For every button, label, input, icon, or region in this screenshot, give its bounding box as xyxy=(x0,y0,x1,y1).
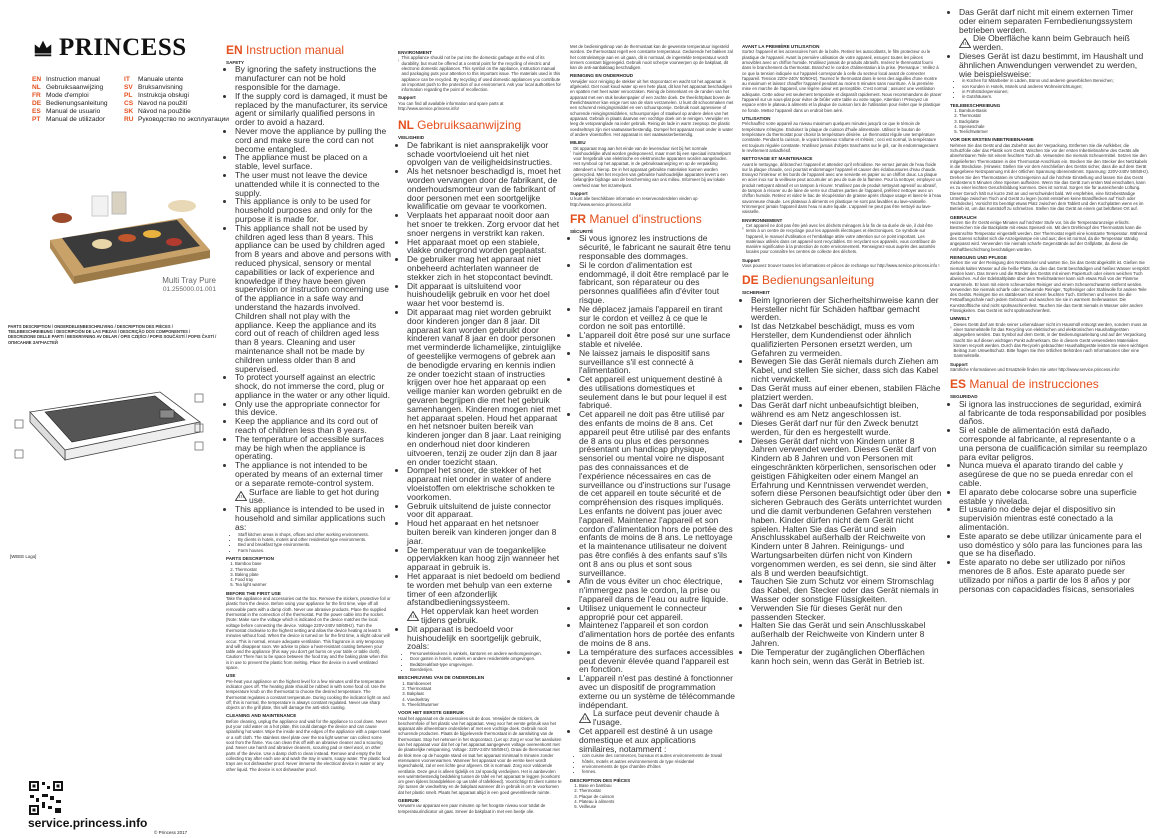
list-item: • environnements de type chambre d'hôtes xyxy=(582,764,735,769)
paragraph: Sämtliche Informationen und Ersatzteile finden Sie unter http://www.service.princess.info! xyxy=(950,367,1120,373)
product-code: 01.255000.01.001 xyxy=(162,286,216,293)
household-note: • Dit apparaat is bedoeld voor huishoudelijk en soortgelijk gebruik, zoals: xyxy=(398,625,563,651)
qr-code xyxy=(28,780,64,816)
column-nl xyxy=(398,44,563,834)
list-item: • Gebruik uitsluitend de juiste connector voor dit apparaat. xyxy=(407,502,563,520)
list-item: 2. Thermostat xyxy=(959,113,1150,118)
safety-list xyxy=(226,65,391,487)
paragraph: Before cleaning, unplug the appliance and wait for the appliance to cool down. Never put your cold water on a hot plate, this could damage the device and can cause splashing hot water. Wipe the inside and the edges of the appliance with a paper towel or a soft cloth. The stainless steel plate over the tea light warmer can collect some soot from the flame. You can clean this off with an abrasive cleaner and a scouring pad. Never use harsh and abrasive cleaners, scouring pad or steel wool, on other parts of the device. Use a damp cloth to clean instead. Remove and empty the fat collecting tray after each use and wash the tray in warm, soapy water. The plastic food trays are not dishwasher proof. Never immerse the electrical device in water or any other liquid. The device is not dishwasher proof. xyxy=(226,718,391,772)
list-item: • Das Gerät muss auf einer ebenen, stabilen Fläche platziert werden. xyxy=(751,384,942,402)
list-item: • Nunca mueva el aparato tirando del cable y asegúrese de que no se pueda enredar con el cable. xyxy=(959,461,1150,487)
heading: NETTOYAGE ET MAINTENANCE xyxy=(742,156,813,162)
copyright: © Princess 2017 xyxy=(154,830,188,835)
crossed-bin-icon xyxy=(950,322,952,333)
list-item: • El aparato debe colocarse sobre una superficie estable y nivelada. xyxy=(959,488,1150,506)
product-name: Multi Tray Pure xyxy=(162,276,216,285)
list-item: • If the supply cord is damaged, it must be replaced by the manufacturer, its service agent or similarly qualified persons in order to avoid a hazard. xyxy=(235,92,391,127)
environment-block xyxy=(398,55,563,92)
heading: SICHERHEIT xyxy=(742,290,770,296)
list-item: • The appliance must be placed on a stable, level surface. xyxy=(235,153,391,171)
list-item: • fermes. xyxy=(582,769,735,774)
list-item: • Keep the appliance and its cord out of reach of children less than 8 years. xyxy=(235,417,391,435)
list-item: • Het apparaat moet op een stabiele, vlakke ondergrond worden geplaatst. xyxy=(407,238,563,256)
list-item: • By ignoring the safety instructions the manufacturer can not be hold responsible for the damage. xyxy=(235,65,391,91)
language-item: CS Navod na použití xyxy=(124,100,188,107)
list-item: • von Kunden in Hotels, Motels und anderen Wohneinrichtungen; xyxy=(962,84,1150,89)
paragraph: Préchauffez votre appareil au niveau maximum quelques minutes jusqu'à ce que le témoin de température s'éteigne. Enduisez la plaque de cuisson d'huile alimentaire. Utilisez le bouton de température du thermostat pour choisir la température désirée. Le thermostat régule une température constante. Pendant la cuisson, le voyant lumineux s'allume et s'éteint ; ceci est normal, la température est toujours régulée constante. N'utilisez jamais d'objets tranchants sur le gril, car ils endommageraient le revêtement antiadhésif. xyxy=(742,121,938,153)
list-item: 3. Plaque de cuisson xyxy=(579,794,735,799)
paragraph: Vous pouvez trouver toutes les informations et pièces de rechange sur http://www.service.princess.info ! xyxy=(742,263,940,269)
list-item: • Ist das Netzkabel beschädigt, muss es vom Hersteller, dem Kundendienst oder ähnlich qualifizierten Personen ersetzt werden, um Gefahren zu vermeiden. xyxy=(751,322,942,357)
paragraph: Heizen Sie Ihr Gerät einige Minuten auf höchster Stufe vor, bis die Temperaturanzeige erlischt. Bestreichen Sie die Backplatte mit etwas Speiseöl ein. Mit dem Drehknopf des Thermostats kann die gewünschte Temperatur eingestellt werden. Der Thermostat regelt eine konstante Temperatur. Während des Garens schaltet sich die Anzeigelampe ein und aus; dies ist normal, da die Temperatur ständig angepasst wird. Verwenden Sie niemals scharfe Gegenstände auf der Grillplatte, da diese die Antihaftbeschichtung beschädigen würden. xyxy=(950,220,1148,252)
list-item: 2. Thermostaat xyxy=(407,686,563,691)
list-item: • Bewegen Sie das Gerät niemals durch Ziehen am Kabel, und stellen Sie sicher, dass sich das Kabel nicht verwickelt. xyxy=(751,357,942,383)
list-item: • Bed and breakfast type environments. xyxy=(238,542,391,547)
paragraph: Verwijder voor reiniging de stekker uit het stopcontact en wacht tot het apparaat is afgekoeld. Giet nooit koud water op een hete plaat, dit kan het apparaat beschadigen en spatten met heet water veroorzaken. Reinig de binnenkant en de randen van het apparaat met een stuk keukenpapier of een zachte doek. De theelichtplaat boven de theelichtwarmer kan enige roet van de vlam verzamelen. U kunt dit schoonmaken met een schurend reinigingsmiddel en een schuursponsje. Gebruik nooit agressieve of schurende reinigingsmiddelen, schuursponsjes of staalwol op andere delen van het apparaat. Gebruik in plaats daarvan een vochtige doek om te reinigen. Verwijder en leeg de vetopvanglade na ieder gebruik. Reinig de lade in warm zeepsop. De plastic voedseltrays zijn niet vaatwasserbestendig. Dompel het apparaat nooit onder in water of andere vloeistoffen. Het apparaat is niet vaatwasserbestendig. xyxy=(570,78,734,137)
heading: BESCHRIJVING VAN DE ONDERDELEN xyxy=(398,675,485,681)
paragraph: Dieses Gerät darf am Ende seiner Lebensdauer nicht im Hausmüll entsorgt werden, sondern muss an einer Sammelstelle für das Recycling von elektrischen und elektronischen Haushaltsgeräten abgegeben werden. Das Symbol auf dem Gerät, in der Bedienungsanleitung und auf der Verpackung macht Sie auf diesen wichtigen Punkt aufmerksam. Die in diesem Gerät verwendeten Materialien können recycelt werden. Durch das Recyceln gebrauchter Haushaltsgeräte leisten Sie einen wichtigen Beitrag zum Umweltschutz. Bitte fragen Sie Ihre örtlichen Behörden nach Informationen über eine Sammelstelle. xyxy=(953,321,1149,359)
parts-list xyxy=(407,681,563,707)
list-item: 4. Plateau à aliments xyxy=(579,799,735,804)
list-item: 5. Theelichtwarmer xyxy=(407,702,563,707)
paragraph: You can find all available information and spare parts at http://www.service.princess.info! xyxy=(398,100,504,112)
section-title-de: DE Bedienungsanleitung xyxy=(742,273,875,288)
list-item: • Si el cable de alimentación está dañado, corresponde al fabricante, al representante o a una persona de cualificación similar su reemplazo para evitar peligros. xyxy=(959,426,1150,461)
heading: Support xyxy=(742,257,760,263)
list-item: • Dompel het snoer, de stekker of het apparaat niet onder in water of andere vloeistoffen om elektrische schokken te voorkomen. xyxy=(407,466,563,501)
paragraph: Pre-heat your appliance on the highest level for a few minutes until the temperature indicator goes off. The heating plate should be rubbed in with some food oil. Use the temperature knob on the thermostat to choose the desired temperature. The thermostat regulates a constant temperature. During cooking the indicator light on and off; this is normal, the temperature is always constant regulated. Never use sharp objects on the grill plate, this will damage the anti-stick coating. xyxy=(226,678,390,711)
list-item: • Utilisez uniquement le connecteur approprié pour cet appareil. xyxy=(579,604,735,622)
list-item: 3. Bakplaat xyxy=(407,691,563,696)
list-item: • To protect yourself against an electric shock, do not immerse the cord, plug or appliance in the water or any other liquid. xyxy=(235,373,391,399)
list-item: 1. Bamboevoet xyxy=(407,681,563,686)
list-item: • Door gasten in hotels, motels en andere residentiële omgevingen. xyxy=(410,656,563,661)
heading: ENVIRONNEMENT xyxy=(742,217,783,223)
list-item: • hôtels, motels et autres environnements de type résidentiel xyxy=(582,759,735,764)
paragraph: Take the appliance and accessories out the box. Remove the stickers, protective foil or plastic from the device. Before using your appliance for the first time, wipe off all removable parts with a damp cloth. Never use abrasive products. Place the supplied thermostat in the connection of the thermostat. Put the power cable into the socket. (Note: Make sure the voltage which is indicated on the device matches the local voltage before connecting the device. Voltage 220V-240V 50/60Hz). Turn the thermostat clockwise to the highest setting and allow the device heating at least 5 minutes without food. When the device is turned on for the first time, a slight odour will occur. This is normal, ensure adequate ventilation. This fragrance is only temporary and will disappear soon. We advise to place a heat-resistant coating between your table and the appliance (this way you don't get burns on your table or table cloth). Caution! There has to be space between the food tray and the baking plate when this is in use to prevent the plastic from melting. Place the device in a well ventilated space. xyxy=(226,596,391,670)
section-title-nl: NL Gebruiksaanwijzing xyxy=(398,118,522,133)
hot-surface-warning: Het oppervlak kan heet worden tijdens gebruik. xyxy=(407,607,563,625)
list-item: • Ne laissez jamais le dispositif sans surveillance s'il est connecté à l'alimentation. xyxy=(579,349,735,375)
list-item: • The user must not leave the device unattended while it is connected to the supply. xyxy=(235,171,391,197)
list-item: 5. Tea light warmer xyxy=(235,582,391,587)
list-item: • Bed&breakfast-type omgevingen. xyxy=(410,662,563,667)
heading: REINIGUNG UND PFLEGE xyxy=(950,254,1007,260)
list-item: • Dit apparaat mag niet worden gebruikt door kinderen jonger dan 8 jaar. Dit apparaat kan worden gebruikt door kinderen vanaf 8 jaar en door personen met verminderde lichamelijke, zintuiglijke of geestelijke vermogens of gebrek aan de benodigde ervaring en kennis indien ze onder toezicht staan of instructies krijgen over hoe het apparaat op een veilige manier kan worden gebruikt en de gevaren begrijpen die met het gebruik samenhangen. Kinderen mogen niet met het apparaat spelen. Houd het apparaat en het netsnoer buiten bereik van kinderen jonger dan 8 jaar. Laat reiniging en onderhoud niet door kinderen uitvoeren, tenzij ze ouder zijn dan 8 jaar en onder toezicht staan. xyxy=(407,308,563,466)
safety-list xyxy=(570,234,735,709)
paragraph: Verwarm uw apparaat een paar minuten op het hoogste niveau voor totdat de temperatuurindicator uit gaat. Smeer de bakplaat in met een beetje olie. xyxy=(398,803,546,814)
language-item: PT Manual de utilizador xyxy=(32,116,106,123)
list-item: • Die Temperatur der zugänglichen Oberflächen kann hoch sein, wenn das Gerät in Betrieb ist. xyxy=(751,648,942,666)
language-item: EN Instruction manual xyxy=(32,76,100,83)
list-item: • Dit apparaat is uitsluitend voor huishoudelijk gebruik en voor het doel waar het voor bestemd is. xyxy=(407,282,563,308)
household-list xyxy=(232,532,391,553)
list-item: • Dieses Gerät darf nur für den Zweck benutzt werden, für den es hergestellt wurde. xyxy=(751,419,942,437)
list-item: • in Frühstückspensionen; xyxy=(962,89,1150,94)
heading: SAFETY xyxy=(226,60,245,65)
list-item: • La température des surfaces accessibles peut devenir élevée quand l'appareil est en fonction. xyxy=(579,648,735,674)
list-item: • Maintenez l'appareil et son cordon d'alimentation hors de portée des enfants de moins de 8 ans. xyxy=(579,621,735,647)
brand-name: PRINCESS xyxy=(59,34,187,61)
list-item: • Het apparaat is niet bedoeld om bediend te worden met behulp van een externe timer of een afzonderlijk afstandbedieningssysteem. xyxy=(407,572,563,607)
language-item: SK Návod na použitie xyxy=(124,108,191,115)
list-item: • De temperatuur van de toegankelijke oppervlakken kan hoog zijn wanneer het apparaat in gebruik is. xyxy=(407,546,563,572)
heading: GEBRUIK xyxy=(398,798,420,804)
weee-logo-label: [WEEE Logo] xyxy=(10,554,37,559)
list-item: 4. Voedseltray xyxy=(407,697,563,702)
hot-surface-warning: Die Oberfläche kann beim Gebrauch heiß werden. xyxy=(959,34,1150,52)
heading: Support xyxy=(950,361,968,367)
list-item: 1. Bamboo base xyxy=(235,561,391,566)
list-item: • Si ignora las instrucciones de seguridad, eximirá al fabricante de toda responsabilidad por posibles daños. xyxy=(959,400,1150,426)
list-item: • Verwenden Sie für dieses Gerät nur den passenden Stecker. xyxy=(751,604,942,622)
list-item: • Tauchen Sie zum Schutz vor einem Stromschlag das Kabel, den Stecker oder das Gerät niemals in Wasser oder sonstige Flüssigkeiten. xyxy=(751,577,942,603)
language-item: IT Manuale utente xyxy=(124,76,184,83)
list-item: • Never move the appliance by pulling the cord and make sure the cord can not become entangled. xyxy=(235,127,391,153)
list-item: 2. Thermostat xyxy=(235,567,391,572)
list-item: • Cet appareil est uniquement destiné à des utilisations domestiques et seulement dans le but pour lequel il est fabriqué. xyxy=(579,375,735,410)
list-item: • Beim Ignorieren der Sicherheitshinweise kann der Hersteller nicht für Schäden haftbar gemacht werden. xyxy=(751,296,942,322)
heading: USE xyxy=(226,673,236,679)
heading: SEGURIDAD xyxy=(950,394,978,400)
paragraph: Met de bedieningsknop van de thermostaat kan de gewenste temperatuur ingesteld worden. De thermostaat regelt een constante temperatuur. Gedurende het bakken zal het controlelampje aan en uit gaan, dit is normaal, de ingestelde temperatuur wordt immers constant bijgeregeld. Gebruik nooit scherpe voorwerpen op de bakplaat, dit kan de anti-aanbaklaag beschadigen. xyxy=(570,44,733,71)
paragraph: Sortez l'appareil et les accessoires hors de la boîte. Retirez les autocollants, le film protecteur ou le plastique de l'appareil. Avant la première utilisation de votre appareil, essuyez toutes les pièces amovibles avec un chiffon humide. N'utilisez jamais de produits abrasifs. Insérez le thermostat fourni dans le branchement du thermostat. Branchez le cordon d'alimentation à la prise. (Remarque : Veillez à ce que la tension indiquée sur l'appareil corresponde à celle du secteur local avant de connecter l'appareil. Tension 220V-240V 50/60Hz). Tournez le thermostat dans le sens des aiguilles d'une montre au maximum et laissez chauffer l'appareil pendant au moins 5 minutes sans nourriture. À la première mise en marche de l'appareil, une légère odeur est perceptible. C'est normal ; assurez une ventilation adéquate. Cette odeur est seulement temporaire et disparaît rapidement. Nous recommandons de placer l'appareil sur un sous-plat pour éviter de brûler votre table ou votre nappe. Attention ! Prévoyez un espace entre le plateau à aliments et la plaque de cuisson lors de l'utilisation pour éviter que le plastique ne fonde. Mettez l'appareil dans un endroit bien aéré. xyxy=(742,49,942,113)
section-title-fr: FR Manuel d'instructions xyxy=(570,211,702,226)
heading: DESCRIPTION DES PIÈCES xyxy=(570,777,631,783)
heading: Support xyxy=(570,190,588,196)
list-item: • in Gutshäusern. xyxy=(962,94,1150,99)
language-item: ES Manual de usuario xyxy=(32,108,101,115)
list-item: • The temperature of accessible surfaces may be high when the appliance is operating. xyxy=(235,435,391,461)
heading: UMWELT xyxy=(950,316,970,322)
household-list xyxy=(404,651,563,672)
household-list xyxy=(576,753,735,774)
list-item: • Only use the appropriate connector for this device. xyxy=(235,400,391,418)
list-item: • Das Gerät darf nicht unbeaufsichtigt bleiben, während es am Netz angeschlossen ist. xyxy=(751,401,942,419)
hot-surface-icon xyxy=(235,491,247,501)
list-item: • Este aparato no debe ser utilizado por niños menores de 8 años. Este aparato puede ser utilizado por niños a partir de los 8 años y por personas con capacidades físicas, sensoriales xyxy=(959,558,1150,593)
list-item: 3. Backplatte xyxy=(959,119,1150,124)
household-note: • Dieses Gerät ist dazu bestimmt, im Haushalt und ähnlichen Anwendungen verwendet zu werden, wie beispielsweise: xyxy=(950,52,1150,78)
heading: MILIEU xyxy=(570,140,586,146)
crossed-bin-icon xyxy=(742,223,744,234)
list-item: • Verplaats het apparaat nooit door aan het snoer te trekken. Zorg ervoor dat het snoer nergens in verstrikt kan raken. xyxy=(407,211,563,237)
safety-list xyxy=(398,141,563,607)
section-title-en: EN Instruction manual xyxy=(226,43,345,57)
list-item: • By clients in hotels, motels and other residential type environments. xyxy=(238,537,391,542)
heading: CLEANING AND MAINTENANCE xyxy=(226,713,297,719)
list-item: • De gebruiker mag het apparaat niet onbeheerd achterlaten wanneer de stekker zich in het stopcontact bevindt. xyxy=(407,255,563,281)
hot-surface-icon xyxy=(959,38,971,48)
list-item: • Cet appareil ne doit pas être utilisé par des enfants de moins de 8 ans. Cet appareil peut être utilisé par des enfants de 8 ans ou plus et des personnes présentant un handicap physique, sensoriel ou mental voire ne disposant pas des connaissances et de l'expérience nécessaires en cas de surveillance ou d'instructions sur l'usage de cet appareil en toute sécurité et de compréhension des risques impliqués. Les enfants ne doivent pas jouer avec l'appareil. Maintenez l'appareil et son cordon d'alimentation hors de portée des enfants de moins de 8 ans. Le nettoyage et la maintenance utilisateur ne doivent pas être confiés à des enfants sauf s'ils ont 8 ans ou plus et sont sous surveillance. xyxy=(579,410,735,577)
household-note: • Cet appareil est destiné à un usage domestique et aux applications similaires, notamment : xyxy=(570,727,735,753)
heading: SÉCURITÉ xyxy=(570,228,594,234)
list-item: • Staff kitchen areas in shops, offices and other working environments. xyxy=(238,532,391,537)
safety-list: • Das Gerät darf nicht mit einem externen Timer oder einem separaten Fernbedienungssystem betrieben werden. xyxy=(950,8,1150,34)
paragraph: Nehmen Sie das Gerät und das Zubehör aus der Verpackung. Entfernen Sie die Aufkleber, die Schutzfolie oder das Plastik vom Gerät. Wischen Sie vor der ersten Inbetriebnahme des Geräts alle abnehmbaren Teile mit einem feuchten Tuch ab. Verwenden Sie niemals Scheuermittel. Setzen Sie den mitgelieferten Thermostaten in den Thermostat-Anschluss ein. Stecken Sie den Stecker des Netzkabels in die Steckdose. (Hinweis: Stellen Sie vor dem Anschließen des Geräts sicher, dass die auf dem Gerät angegebene Netzspannung mit der örtlichen Spannung übereinstimmt. Spannung: 220V-240V 50/60Hz). Drehen Sie den Thermostaten im Uhrzeigersinn auf die höchste Einstellung und lassen Sie das Gerät mindestens 5 Minuten ohne Speisen aufheizen. Wenn Sie das Gerät zum ersten Mal einschalten, kann es zu einer leichten Geruchsbildung kommen. Dies ist normal. Sorgen Sie für ausreichende Lüftung. Dieser Geruch hält nur kurze Zeit an und verschwindet bald. Wir empfehlen, eine hitzebeständige Unterlage zwischen Tisch und Gerät zu legen (somit entstehen keine Brandflecken auf Tisch oder Tischdecke). Vorsicht! Es benötigt etwas Platz zwischen dem Tablett und den Kochplatten wenn es im Betrieb ist, um das Kunststoff zu schmelzen. Stellen Sie das Gerät an einem gut belüfteten Ort auf. xyxy=(950,142,1149,212)
column-de xyxy=(742,44,942,834)
parts-diagram xyxy=(10,362,210,472)
safety-list xyxy=(950,400,1150,594)
paragraph: Avant le nettoyage, débranchez l'appareil et attendez qu'il refroidisse. Ne versez jamais de l'eau froide sur la plaque chaude, ceci pourrait endommager l'appareil et causer des éclaboussures d'eau chaude. Essuyez l'intérieur et les bords de l'appareil avec une serviette en papier ou un chiffon doux. La plaque en acier inox sur la veilleuse peut accumuler un peu de suie de la flamme. Pour la nettoyer, employez un produit nettoyant abrasif et un tampon à récurer. N'utilisez pas de produit nettoyant agressif ou abrasif, de tampon à récurer ou de laine de verre sur d'autres parties de l'appareil, préférez nettoyer avec un chiffon humide. Retirez et videz le bac de récupération de graisse après chaque usage et lavez-le à l'eau savonneuse chaude. Les plateaux à aliments en plastique ne sont pas lavables au lave-vaisselle. N'immergez jamais l'appareil dans l'eau ni autre liquide. L'appareil ne peut pas être nettoyé au lave-vaisselle. xyxy=(742,161,942,215)
list-item: • Ne déplacez jamais l'appareil en tirant sur le cordon et veillez à ce que le cordon ne soit pas entortillé. xyxy=(579,305,735,331)
list-item: 1. Bambus-Basis xyxy=(959,108,1150,113)
list-item: • L'appareil doit être posé sur une surface stable et nivelée. xyxy=(579,331,735,349)
column-en xyxy=(226,44,391,834)
list-item: • Si le cordon d'alimentation est endommagé, il doit être remplacé par le fabricant, son réparateur ou des personnes qualifiées afin d'éviter tout risque. xyxy=(579,261,735,305)
heading: VOR DER ERSTEN INBETRIEBNAHME xyxy=(950,137,1034,143)
heading: BEFORE THE FIRST USE xyxy=(226,590,281,596)
list-item: • coin cuisine des commerces, bureaux et autres environnements de travail xyxy=(582,753,735,758)
heading: GEBRAUCH xyxy=(950,214,977,220)
heading: REINIGING EN ONDERHOUD xyxy=(570,73,634,79)
list-item: • Personeelskeukens in winkels, kantoren en andere werkomgevingen. xyxy=(410,651,563,656)
list-item: • The appliance is not intended to be operated by means of an external timer or a separate remote-control system. xyxy=(235,461,391,487)
list-item: 3. Baking plate xyxy=(235,572,391,577)
brand-logo xyxy=(32,34,216,62)
service-url: service.princess.info xyxy=(28,816,148,830)
hot-surface-warning: Surface are liable to get hot during use. xyxy=(235,488,391,506)
household-note: • This appliance is intended to be used in household and similar applications such as: xyxy=(226,505,391,531)
column-es xyxy=(950,8,1150,798)
list-item: • El usuario no debe dejar el dispositivo sin supervisión mientras esté conectado a la alimentación. xyxy=(959,505,1150,531)
environment-block xyxy=(570,146,735,188)
language-item: NL Gebruiksaanwijzing xyxy=(32,84,104,91)
list-item: • This appliance is only to be used for household purposes and only for the purpose it is made for. xyxy=(235,197,391,223)
heading: TEILEBESCHREIBUNG xyxy=(950,102,1001,108)
crossed-bin-icon xyxy=(398,55,399,66)
language-item: SV Bruksanvisning xyxy=(124,84,183,91)
language-item: PL Instrukcja obsługi xyxy=(124,92,189,99)
heading: UTILISATION xyxy=(742,115,771,121)
list-item: • Afin de vous éviter un choc électrique, n'immergez pas le cordon, la prise ou l'appareil dans de l'eau ou autre liquide. xyxy=(579,577,735,603)
list-item: • Dieses Gerät darf nicht von Kindern unter 8 Jahren verwendet werden. Dieses Gerät darf von Kindern ab 8 Jahren und von Personen mit eingeschränkten körperlichen, sensorischen oder geistigen Fähigkeiten oder einem Mangel an Erfahrung und Kenntnissen verwendet werden, sofern diese Personen beaufsichtigt oder über den sicheren Gebrauch des Geräts unterrichtet wurden und die damit verbundenen Gefahren verstehen haben. Kinder dürfen nicht dem Gerät nicht spielen. Halten Sie das Gerät und sein Anschlusskabel außerhalb der Reichweite von Kindern unter 8 Jahren. Reinigungs- und Wartungsarbeiten dürfen nicht von Kindern vorgenommen werden, es sei denn, sie sind älter als 8 und werden beaufsichtigt. xyxy=(751,437,942,578)
list-item: 2. Thermostat xyxy=(579,788,735,793)
heading: AVANT LA PREMIÈRE UTILISATION xyxy=(742,44,820,49)
list-item: • De fabrikant is niet aansprakelijk voor schade voortvloeiend uit het niet opvolgen van de veiligheidsinstructies. xyxy=(407,141,563,167)
heading: PARTS DESCRIPTION xyxy=(226,555,274,561)
list-item: • Si vous ignorez les instructions de sécurité, le fabricant ne saurait être tenu responsable des dommages. xyxy=(579,234,735,260)
list-item: 5. Teelichtwärmer xyxy=(959,129,1150,134)
paragraph: Ziehen Sie vor der Reinigung den Netzstecker und warten Sie, bis das Gerät abgekühlt ist. Gießen Sie niemals kaltes Wasser auf die heiße Platte, da dies das Gerät beschädigen und heißes Wasser verspritzt werden kann. Das Innere und die Ränder des Geräts mit einem Papiertuch oder einem weichen Tuch abwischen. Auf der Edelstahlplatte über dem Teelichtwärmer kann sich etwas Ruß von der Flamme ansammeln. Er kann mit einem scheuernden Reiniger und einem Scheuerschwamm entfernt werden. Verwenden Sie niemals scharfe oder scheuernde Reiniger, Topfreiniger oder Stahlwolle für andere Teile des Geräts. Reinigen Sie es stattdessen mit einem feuchten Tuch. Entfernen und leeren Sie die Fettauffangschale nach jedem Gebrauch und waschen Sie sie in warmem Seifenwasser. Die Kunststofftische sind nicht spülmaschinenfest. Tauchen Sie das Gerät niemals in Wasser oder andere Flüssigkeiten. Das Gerät ist nicht spülmaschinenfest. xyxy=(950,260,1150,313)
paragraph: U kunt alle beschikbare informatie en reserveonderdelen vinden op http://www.service.princess.info! xyxy=(570,196,698,207)
paragraph: Dit apparaat mag aan het einde van de levensduur niet bij het normale huishoudelijke afval worden gedeponeerd, maar moet bij een speciaal inzamelpunt voor hergebruik van elektrische en elektronische apparaten worden aangeboden. Het symbool op het apparaat, in de gebruiksaanwijzing en op de verpakking attendeert u hierop. De in het apparaat gebruikte materialen kunnen worden gerecycled. Met het recyclen van gebruikte huishoudelijke apparaten levert u een belangrijke bijdrage aan de bescherming van ons milieu. Informeer bij uw lokale overheid naar het inzamelpunt. xyxy=(573,145,731,188)
list-item: • L'appareil n'est pas destiné à fonctionner avec un dispositif de programmation externe ou un système de télécommande indépendant. xyxy=(579,674,735,709)
list-item: • in Küchen für Mitarbeiter in Läden, Büros und anderen gewerblichen Bereichen; xyxy=(962,78,1150,83)
environment-block xyxy=(742,223,942,255)
hot-surface-icon xyxy=(407,611,419,621)
hot-surface-icon xyxy=(579,713,591,723)
paragraph: Cet appareil ne doit pas être jeté avec les déchets ménagers à la fin de sa durée de vie, il doit être remis à un centre de recyclage pour les appareils électriques et électroniques. Ce symbole sur l'appareil, le manuel d'utilisation et l'emballage attire votre attention sur ce point important. Les matériaux utilisés dans cet appareil sont recyclables. En recyclant vos appareils, vous contribuez de manière significative à la protection de notre environnement. Renseignez-vous auprès des autorités locales pour connaître les centres de collecte des déchets. xyxy=(745,222,936,255)
paragraph: This appliance should not be put into the domestic garbage at the end of its durability, but must be offered at a central point for the recycling of electric and electronic domestic appliances. This symbol on the appliance, instruction manual and packaging puts your attention to this important issue. The materials used in this appliance can be recycled. By recycling of used domestic appliances you contribute an important push to the protection of our environment. Ask your local authorities for information regarding the point of recollection. xyxy=(401,55,561,93)
section-title-es: ES Manual de instrucciones xyxy=(950,377,1099,392)
list-item: 4. Food tray xyxy=(235,577,391,582)
crown-icon xyxy=(32,37,54,59)
column-fr xyxy=(570,44,735,834)
language-item: FR Mode d'emploi xyxy=(32,92,89,99)
language-item: RU Руководство по эксплуатации xyxy=(124,116,229,123)
environment-block xyxy=(950,322,1150,359)
parts-list xyxy=(579,783,735,809)
heading: Support xyxy=(398,95,416,101)
list-item: • Este aparato se debe utilizar únicamente para el uso doméstico y sólo para las funciones para las que se ha diseñado. xyxy=(959,532,1150,558)
crossed-bin-icon xyxy=(570,146,571,157)
household-list xyxy=(956,78,1150,99)
list-item: 4. Speiseschale xyxy=(959,124,1150,129)
heading: ENVIRONMENT xyxy=(398,50,432,55)
list-item: • Als het netsnoer beschadigd is, moet het worden vervangen door de fabrikant, de onderhoudsmonteur van de fabrikant of door personen met een soortgelijke kwalificatie om gevaar te voorkomen. xyxy=(407,167,563,211)
heading: VOOR HET EERSTE GEBRUIK xyxy=(398,710,465,716)
language-list xyxy=(32,76,229,123)
list-item: • Boerderijen. xyxy=(410,667,563,672)
heading: VEILIGHEID xyxy=(398,135,425,141)
list-item: 5. Veilleuse xyxy=(579,804,735,809)
list-item: • Houd het apparaat en het netsnoer buiten bereik van kinderen jonger dan 8 jaar. xyxy=(407,519,563,545)
parts-list xyxy=(235,561,391,587)
parts-description-header: PARTS DESCRIPTION / ONDERDELENBESCHRIJVING / DESCRIPTION DES PIÈCES / TEILEBESCHREIBUNG / DESCRIPCIÓN DE LAS PIEZAS / DESCRIÇÃO DOS COMPONENTES / DESCRIZIONE DELLE PARTI / BESKRIVNING AV DELAR / OPIS CZĘŚCI / POPIS SOUČÁSTÍ / POPIS ČASTÍ / ОПИСАНИЕ ЗАПЧАСТЕЙ xyxy=(8,324,217,345)
list-item: • This appliance shall not be used by children aged less than 8 years. This appliance can be used by children aged from 8 years and above and persons with reduced physical, sensory or mental capabilities or lack of experience and knowledge if they have been given supervision or instruction concerning use of the appliance in a safe way and understand the hazards involved. Children shall not play with the appliance. Keep the appliance and its cord out of reach of children aged less than 8 years. Cleaning and user maintenance shall not be made by children unless older than 8 and supervised. xyxy=(235,224,391,374)
hot-surface-warning: La surface peut devenir chaude à l'usage. xyxy=(579,709,735,727)
safety-list xyxy=(742,296,942,665)
list-item: • Farm houses. xyxy=(238,548,391,553)
list-item: 1. Base en bambou xyxy=(579,783,735,788)
language-item: DE Bedienungsanleitung xyxy=(32,100,108,107)
paragraph: Haal het apparaat en de accessoires uit de doos. Verwijder de stickers, de beschermfolie of het plastic van het apparaat. Veeg voor het eerste gebruik van het apparaat alle afneembare onderdelen af met een vochtige doek. Gebruik nooit schurende producten. Plaats de bijgeleverde thermostaat in de aansluiting van de thermostaat. Stop het netsnoer in het stopcontact. (Let op: Zorg er voor het aansluiten van het apparaat voor dat het op het apparaat aangegeven voltage overeenkomt met de plaatselijke netspanning. Voltage: 220V-240V 50/60Hz). Draai de thermostaat met de klok mee op de hoogste stand en laat het apparaat minimaal 5 minuten zonder etenswaren voorverwarmen. Wanneer het apparaat voor de eerste keer wordt ingeschakeld, zal er een lichte geur afgeven. Dit is normaal. Zorg voor voldoende ventilatie. Deze geur is alleen tijdelijk en zal spoedig verdwijnen. Het is aanbevolen een warmtebestendig beddeking tussen de tafel en het apparaat te leggen (voorkomt om geen tijdens brandplekken op uw tafel of tafelkleed). Voorzichtig! Er dient ruimte te zijn tussen de voedseltray en de bakplaat wanneer dit in gebruik is om te voorkomen dat het plastic smelt. Plaats het apparaat altijd in een goed geventileerde ruimte. xyxy=(398,715,562,795)
list-item: • Halten Sie das Gerät und sein Anschlusskabel außerhalb der Reichweite von Kindern unter 8 Jahren. xyxy=(751,621,942,647)
cover-panel xyxy=(8,34,229,824)
parts-list xyxy=(959,108,1150,134)
